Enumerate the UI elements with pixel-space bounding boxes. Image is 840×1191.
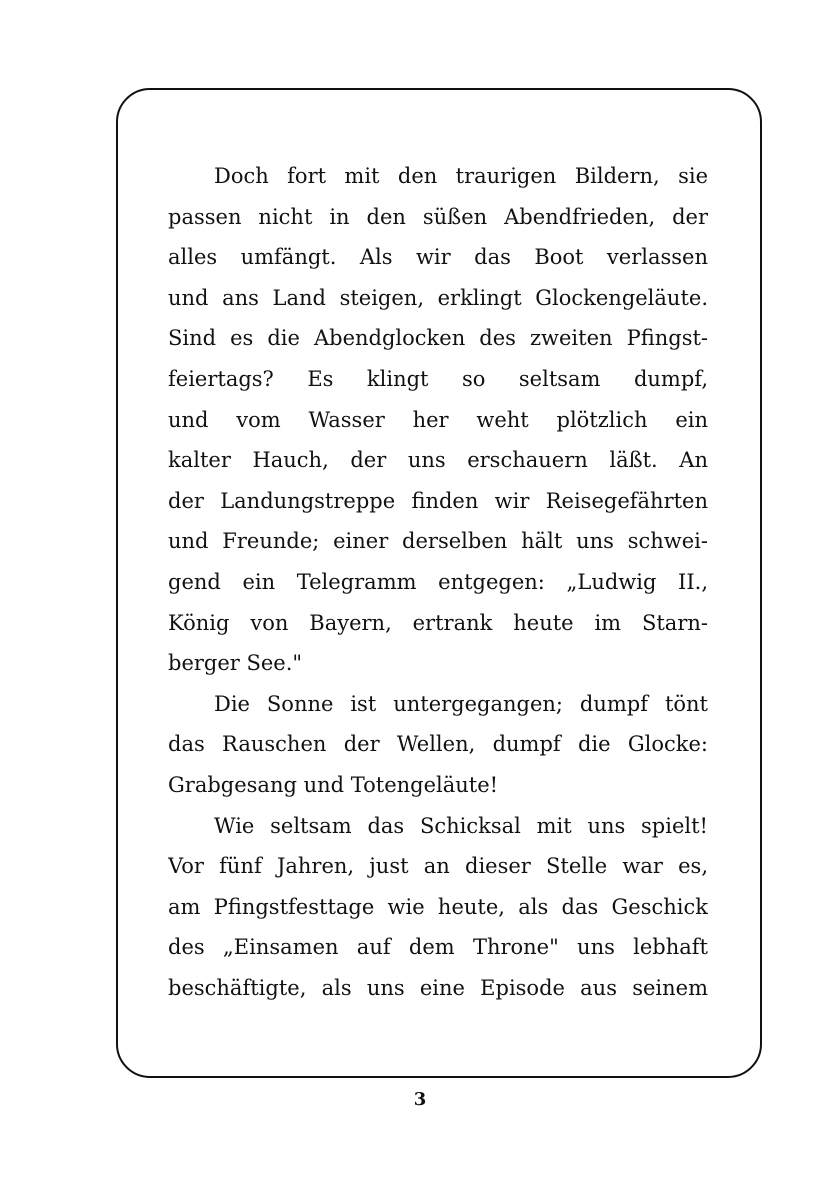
text-line: am Pfingstfesttage wie heute, als das Geschick — [168, 894, 708, 919]
text-line: Grabgesang und Totengeläute! — [168, 772, 499, 797]
text-line: Sind es die Abendglocken des zweiten Pfingst- — [168, 326, 708, 351]
text-line: der Landungstreppe finden wir Reisegefährten — [168, 488, 708, 513]
text-line: Doch fort mit den traurigen Bildern, sie — [214, 164, 708, 188]
body-text — [168, 156, 708, 1008]
text-line: Die Sonne ist untergegangen; dumpf tönt — [214, 691, 708, 716]
text-line: und Freunde; einer derselben hält uns schwei- — [168, 529, 708, 554]
text-line: das Rauschen der Wellen, dumpf die Glocke: — [168, 732, 708, 757]
text-line: und vom Wasser her weht plötzlich ein — [168, 407, 708, 432]
text-line: berger See." — [168, 651, 303, 676]
text-line: und ans Land steigen, erklingt Glockengeläute. — [168, 285, 708, 310]
text-line: passen nicht in den süßen Abendfrieden, der — [168, 204, 708, 229]
text-line: Vor fünf Jahren, just an dieser Stelle war es, — [168, 854, 708, 879]
text-line: feiertags? Es klingt so seltsam dumpf, — [168, 366, 708, 391]
text-line: alles umfängt. Als wir das Boot verlassen — [168, 245, 708, 270]
text-line: gend ein Telegramm entgegen: „Ludwig II., — [168, 569, 708, 594]
text-line: des „Einsamen auf dem Throne" uns lebhaft — [168, 935, 708, 960]
text-line: beschäftigte, als uns eine Episode aus seinem — [168, 975, 708, 1000]
text-line: König von Bayern, ertrank heute im Starn- — [168, 610, 708, 635]
text-line: Wie seltsam das Schicksal mit uns spielt! — [214, 813, 708, 838]
page-number: 3 — [413, 1089, 427, 1110]
text-line: kalter Hauch, der uns erschauern läßt. An — [168, 448, 708, 473]
